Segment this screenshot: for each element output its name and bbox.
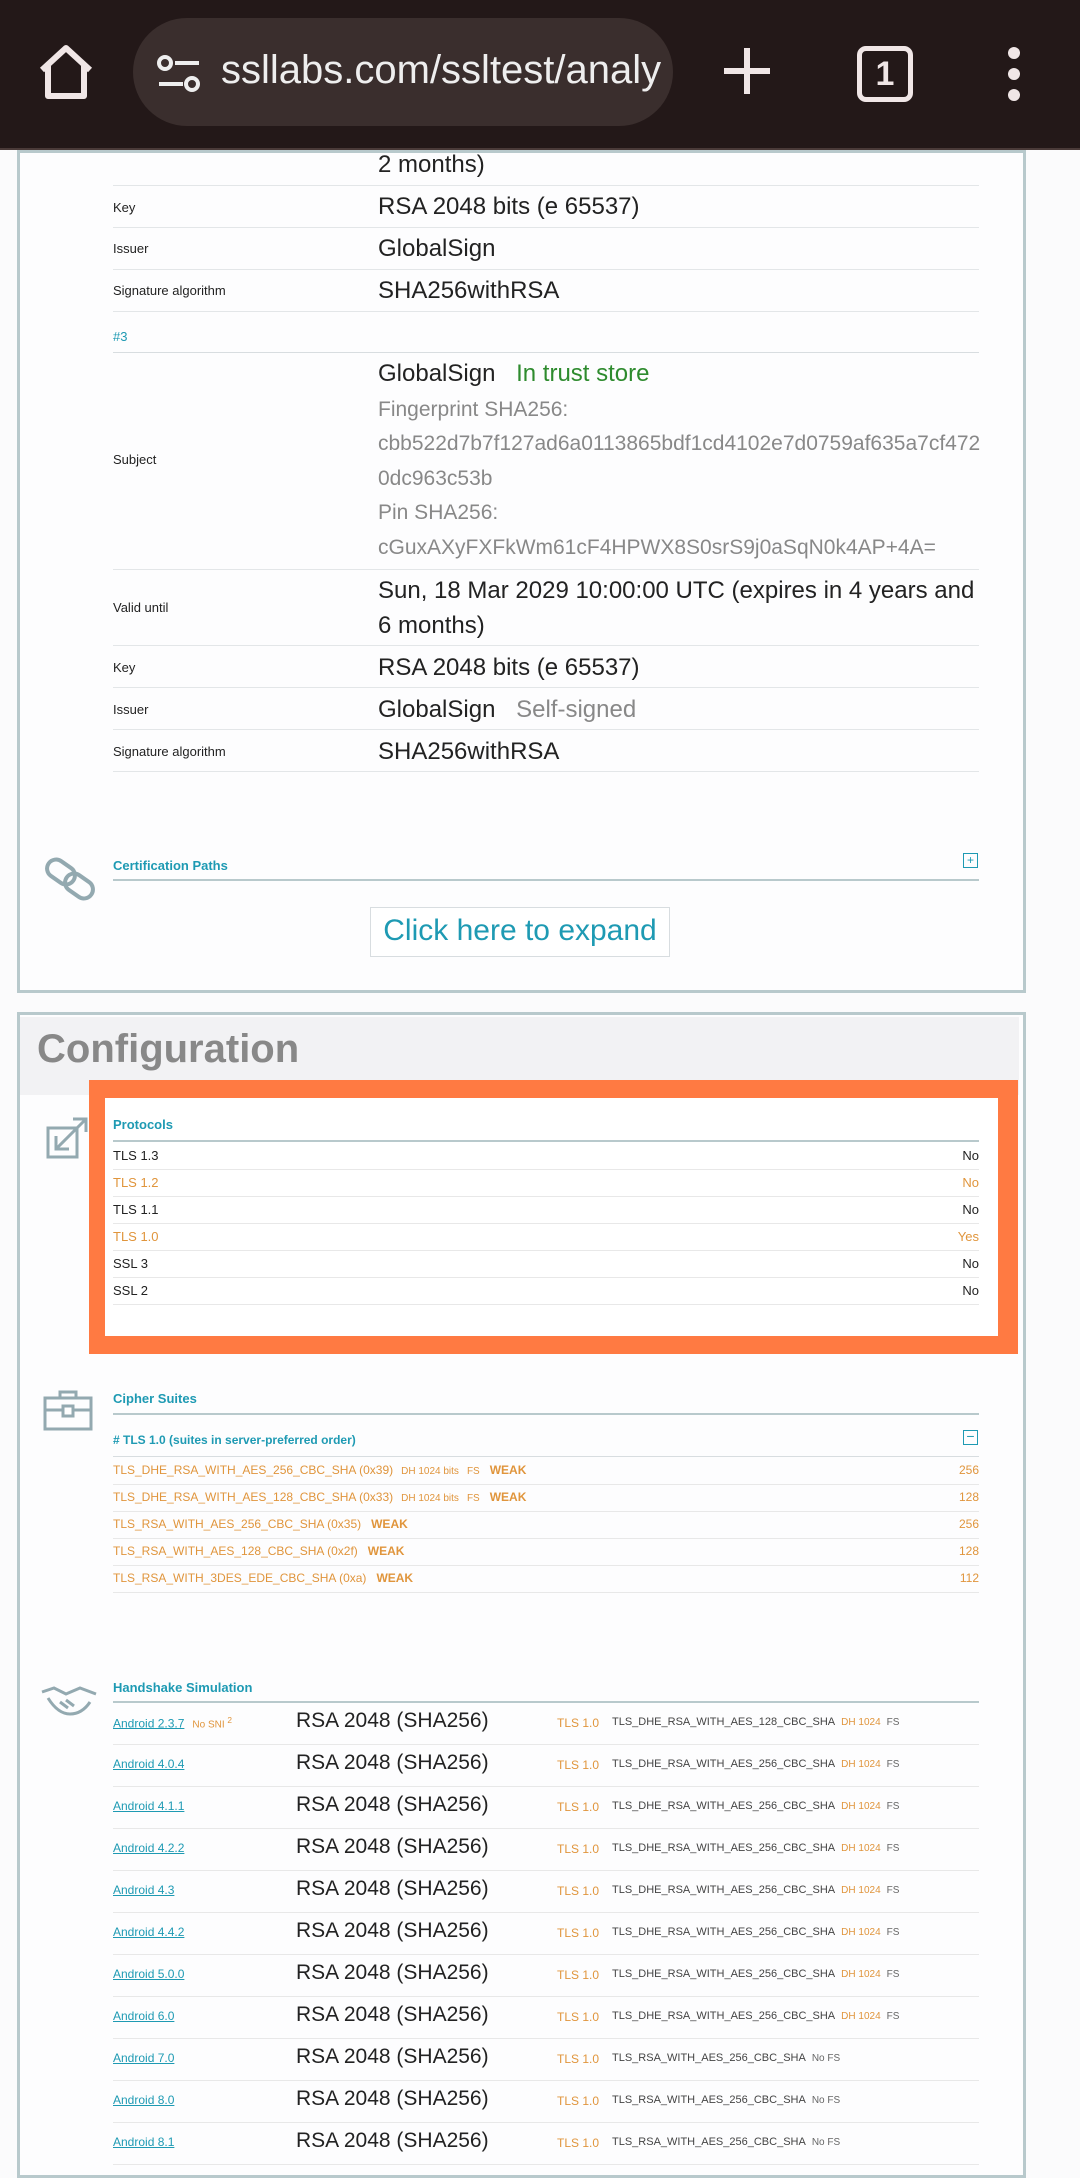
protocol-name: TLS 1.2: [113, 1175, 159, 1190]
expand-certification-paths-button[interactable]: Click here to expand: [370, 907, 670, 957]
browser-toolbar: [0, 0, 1080, 150]
protocol-row: [113, 1196, 979, 1224]
handshake-row: [113, 2123, 979, 2165]
cert2-sig-value: SHA256withRSA: [378, 277, 560, 304]
fingerprint-label: Fingerprint SHA256:: [378, 398, 569, 421]
protocol: TLS 1.0: [557, 1758, 600, 1772]
cert2-issuer-value: GlobalSign: [378, 235, 496, 262]
site-settings-icon[interactable]: [155, 54, 203, 94]
suite: TLS_DHE_RSA_WITH_AES_256_CBC_SHA DH 1024 FS: [612, 1968, 900, 1980]
device-link[interactable]: Android 4.4.2: [113, 1925, 185, 1939]
device-link[interactable]: Android 4.0.4: [113, 1757, 185, 1771]
device-link[interactable]: Android 8.0: [113, 2093, 175, 2107]
trust-status: In trust store: [516, 360, 650, 387]
cipher-bits: 112: [959, 1571, 979, 1585]
protocol-row: [113, 1169, 979, 1197]
cipher-suite-name: TLS_RSA_WITH_3DES_EDE_CBC_SHA (0xa): [113, 1571, 367, 1585]
cert3-issuer-label: Issuer: [113, 702, 149, 717]
protocol-name: TLS 1.3: [113, 1148, 159, 1163]
cert-key: RSA 2048 (SHA256): [296, 1877, 489, 1900]
cipher-suite-row: [113, 1484, 979, 1512]
protocol-row: [113, 1277, 979, 1305]
cipher-suite-row: [113, 1457, 979, 1485]
cert3-valid-line2: 6 months): [378, 612, 485, 639]
protocol: TLS 1.0: [557, 2010, 600, 2024]
protocol-value: Yes: [957, 1229, 979, 1244]
suite: TLS_RSA_WITH_AES_256_CBC_SHA No FS: [612, 2052, 841, 2064]
suite: TLS_RSA_WITH_AES_256_CBC_SHA No FS: [612, 2094, 841, 2106]
cipher-bits: 256: [958, 1517, 979, 1531]
cipher-suites-subtitle: # TLS 1.0 (suites in server-preferred order): [113, 1433, 356, 1447]
cert2-validity-continuation: 2 months): [378, 151, 485, 178]
cert-key: RSA 2048 (SHA256): [296, 1793, 489, 1816]
protocol-row: [113, 1250, 979, 1278]
cipher-suites-title: Cipher Suites: [113, 1391, 197, 1406]
device-link[interactable]: Android 6.0: [113, 2009, 175, 2023]
weak-badge: WEAK: [489, 1463, 527, 1477]
device-link[interactable]: Android 5.0.0: [113, 1967, 185, 1981]
cert3-issuer-value: GlobalSign: [378, 696, 496, 723]
handshake-simulation-title: Handshake Simulation: [113, 1680, 253, 1695]
cert-key: RSA 2048 (SHA256): [296, 2003, 489, 2026]
collapse-toggle-icon[interactable]: −: [963, 1430, 978, 1445]
cert3-subject: [378, 356, 649, 391]
cert3-valid-label: Valid until: [113, 600, 169, 615]
handshake-row: [113, 2039, 979, 2081]
chain-link-icon: [42, 855, 98, 903]
device-link[interactable]: Android 7.0: [113, 2051, 175, 2065]
cert3-key-value: RSA 2048 bits (e 65537): [378, 654, 640, 681]
cipher-suite-row: [113, 1538, 979, 1566]
url-text[interactable]: ssllabs.com/ssltest/analy: [221, 48, 661, 92]
protocol-value: No: [962, 1175, 979, 1190]
suite: TLS_DHE_RSA_WITH_AES_256_CBC_SHA DH 1024 FS: [612, 1758, 900, 1770]
protocol-row: [113, 1223, 979, 1251]
expand-toggle-icon[interactable]: +: [963, 853, 978, 868]
cert3-issuer: [378, 692, 636, 727]
protocol: TLS 1.0: [557, 1968, 600, 1982]
cert-key: RSA 2048 (SHA256): [296, 2045, 489, 2068]
toolbox-icon: [42, 1388, 94, 1432]
protocol: TLS 1.0: [557, 1842, 600, 1856]
cert-key: RSA 2048 (SHA256): [296, 1709, 489, 1732]
fs-badge: FS: [466, 1493, 480, 1504]
configuration-title: Configuration: [37, 1027, 300, 1071]
suite: TLS_DHE_RSA_WITH_AES_256_CBC_SHA DH 1024 FS: [612, 1926, 900, 1938]
weak-badge: WEAK: [367, 1544, 405, 1558]
protocol-name: TLS 1.0: [113, 1229, 159, 1244]
cipher-suite-name: TLS_RSA_WITH_AES_256_CBC_SHA (0x35): [113, 1517, 362, 1531]
suite: TLS_DHE_RSA_WITH_AES_256_CBC_SHA DH 1024 FS: [612, 2010, 900, 2022]
handshake-row: [113, 2081, 979, 2123]
pin-label: Pin SHA256:: [378, 501, 499, 524]
protocol-value: No: [962, 1256, 979, 1271]
no-sni-badge: No SNI $^2$: [192, 1715, 233, 1731]
suite: TLS_DHE_RSA_WITH_AES_256_CBC_SHA DH 1024 FS: [612, 1884, 900, 1896]
certification-paths-title: Certification Paths: [113, 858, 228, 873]
cert3-valid-line1: Sun, 18 Mar 2029 10:00:00 UTC (expires in 4 years and: [378, 577, 975, 604]
suite: TLS_RSA_WITH_AES_256_CBC_SHA No FS: [612, 2136, 841, 2148]
tab-switcher-button[interactable]: 1: [857, 46, 913, 102]
cert-key: RSA 2048 (SHA256): [296, 1961, 489, 1984]
protocol-value: No: [962, 1283, 979, 1298]
handshake-row: [113, 1913, 979, 1955]
cipher-suite-name: TLS_DHE_RSA_WITH_AES_128_CBC_SHA (0x33): [113, 1490, 394, 1504]
weak-badge: WEAK: [376, 1571, 414, 1585]
device-link[interactable]: Android 2.3.7 No SNI $^2$: [113, 1715, 233, 1731]
handshake-row: [113, 1829, 979, 1871]
fingerprint-line2: 0dc963c53b: [378, 467, 493, 490]
protocols-title: Protocols: [113, 1117, 173, 1132]
protocol-name: TLS 1.1: [113, 1202, 159, 1217]
protocol-name: SSL 2: [113, 1283, 148, 1298]
protocol-value: No: [962, 1202, 979, 1217]
device-link[interactable]: Android 4.3: [113, 1883, 175, 1897]
cert-key: RSA 2048 (SHA256): [296, 2129, 489, 2152]
cert3-subject-label: Subject: [113, 452, 157, 467]
cert3-sig-label: Signature algorithm: [113, 744, 226, 759]
cert-key: RSA 2048 (SHA256): [296, 1919, 489, 1942]
cert2-key-value: RSA 2048 bits (e 65537): [378, 193, 640, 220]
handshake-icon: [40, 1680, 98, 1720]
weak-badge: WEAK: [489, 1490, 527, 1504]
pin-value: cGuxAXyFXFkWm61cF4HPWX8S0srS9j0aSqN0k4AP+4A=: [378, 536, 936, 559]
handshake-row: [113, 1997, 979, 2039]
home-icon[interactable]: [36, 42, 96, 102]
protocol: TLS 1.0: [557, 1716, 600, 1730]
cert-key: RSA 2048 (SHA256): [296, 1835, 489, 1858]
cert3-sig-value: SHA256withRSA: [378, 738, 560, 765]
protocol-name: SSL 3: [113, 1256, 148, 1271]
cipher-suite-row: [113, 1511, 979, 1539]
cipher-bits: 256: [958, 1463, 979, 1477]
cert-key: RSA 2048 (SHA256): [296, 1751, 489, 1774]
cert2-sig-label: Signature algorithm: [113, 283, 226, 298]
cipher-bits: 128: [958, 1544, 979, 1558]
cert2-key-label: Key: [113, 200, 136, 215]
protocol: TLS 1.0: [557, 1800, 600, 1814]
dh-bits: DH 1024 bits: [401, 1493, 459, 1504]
dh-bits: DH 1024 bits: [401, 1466, 459, 1477]
suite: TLS_DHE_RSA_WITH_AES_256_CBC_SHA DH 1024 FS: [612, 1842, 900, 1854]
cipher-bits: 128: [958, 1490, 979, 1504]
protocol-row: [113, 1142, 979, 1170]
handshake-row: [113, 1871, 979, 1913]
fs-badge: FS: [466, 1466, 480, 1477]
cert3-subject-value: GlobalSign: [378, 360, 496, 387]
cert-key: RSA 2048 (SHA256): [296, 2087, 489, 2110]
device-link[interactable]: Android 4.2.2: [113, 1841, 185, 1855]
self-signed-note: Self-signed: [516, 696, 637, 723]
handshake-row: [113, 1703, 979, 1745]
protocol: TLS 1.0: [557, 2094, 600, 2108]
cert3-key-label: Key: [113, 660, 136, 675]
fingerprint-line1: cbb522d7b7f127ad6a0113865bdf1cd4102e7d0759af635a7cf472: [378, 432, 981, 455]
address-bar[interactable]: [133, 18, 673, 126]
cipher-suite-name: TLS_RSA_WITH_AES_128_CBC_SHA (0x2f): [113, 1544, 358, 1558]
suite: TLS_DHE_RSA_WITH_AES_256_CBC_SHA DH 1024 FS: [612, 1800, 900, 1812]
handshake-row: [113, 1787, 979, 1829]
weak-badge: WEAK: [371, 1517, 408, 1531]
handshake-row: [113, 1955, 979, 1997]
protocols-icon: [45, 1114, 91, 1160]
new-tab-icon[interactable]: [716, 40, 778, 102]
cipher-suite-row: [113, 1565, 979, 1593]
cert3-heading: #3: [113, 329, 128, 344]
device-link[interactable]: Android 4.1.1: [113, 1799, 185, 1813]
cert2-issuer-label: Issuer: [113, 241, 149, 256]
protocol: TLS 1.0: [557, 2052, 600, 2066]
cipher-suite-name: TLS_DHE_RSA_WITH_AES_256_CBC_SHA (0x39): [113, 1463, 394, 1477]
handshake-row: [113, 1745, 979, 1787]
protocol: TLS 1.0: [557, 1926, 600, 1940]
more-menu-icon[interactable]: [1005, 46, 1023, 102]
protocol: TLS 1.0: [557, 1884, 600, 1898]
device-link[interactable]: Android 8.1: [113, 2135, 175, 2149]
suite: TLS_DHE_RSA_WITH_AES_128_CBC_SHA DH 1024 FS: [612, 1716, 900, 1728]
protocol: TLS 1.0: [557, 2136, 600, 2150]
protocol-value: No: [962, 1148, 979, 1163]
